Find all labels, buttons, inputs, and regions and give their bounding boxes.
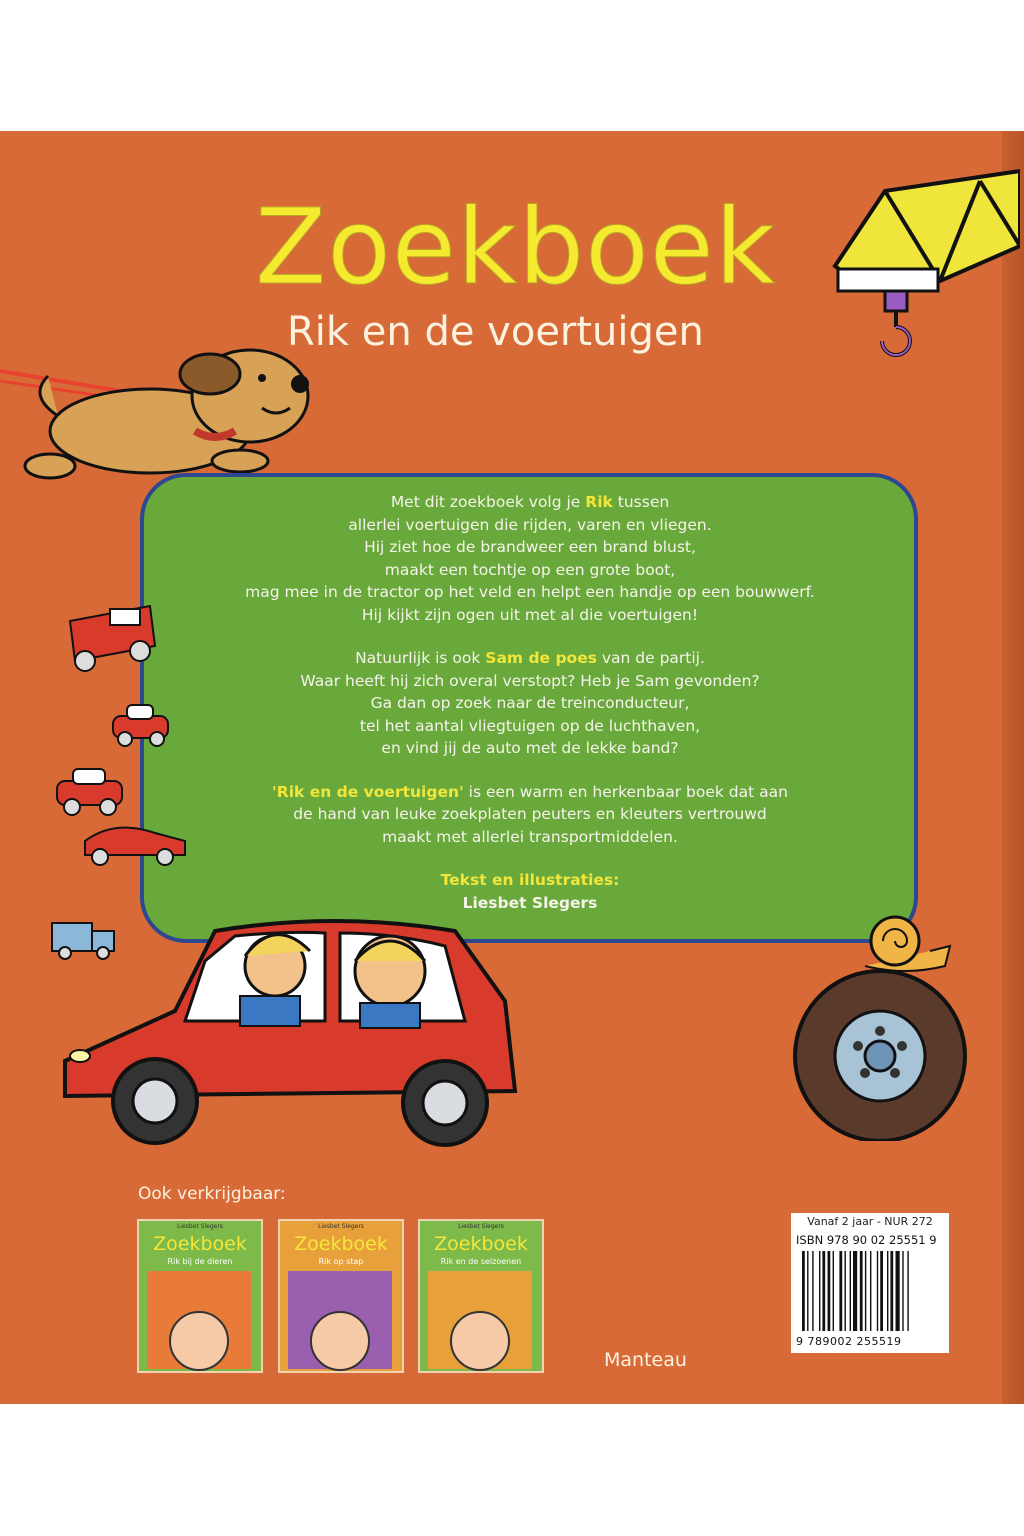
related-book-author: Liesbet Slegers	[318, 1223, 364, 1230]
related-book-subtitle: Rik bij de dieren	[167, 1257, 233, 1266]
blurb-line: maakt met allerlei transportmiddelen.	[382, 827, 678, 846]
blurb-line: mag mee in de tractor op het veld en helpt een handje op een bouwwerf.	[245, 583, 815, 601]
credit-label: Tekst en illustraties:	[440, 871, 620, 889]
book-back-cover	[0, 131, 1024, 1404]
baby-face-icon	[169, 1311, 229, 1371]
crane-hook-illustration	[820, 151, 1020, 371]
barcode-bar	[812, 1251, 813, 1331]
blurb-line: en vind jij de auto met de lekke band?	[381, 739, 679, 757]
blurb-line: allerlei voertuigen die rijden, varen en vliegen.	[348, 515, 712, 534]
related-book-3[interactable]	[418, 1219, 544, 1373]
blurb-line: Waar heeft hij zich overal verstopt? Heb je Sam gevonden?	[300, 671, 760, 690]
barcode-bar	[845, 1251, 846, 1331]
related-book-1[interactable]	[137, 1219, 263, 1373]
blurb-text	[150, 491, 910, 914]
barcode-bar	[802, 1251, 805, 1331]
highlight-book-title: 'Rik en de voertuigen'	[272, 782, 464, 801]
barcode-bar	[865, 1251, 866, 1331]
barcode-bar	[860, 1251, 863, 1331]
also-available-label: Ook verkrijgbaar:	[138, 1184, 286, 1204]
red-car-illustration	[35, 891, 535, 1161]
barcode-bar	[896, 1251, 900, 1331]
baby-face-icon	[450, 1311, 510, 1371]
related-book-title: Zoekboek	[294, 1233, 388, 1255]
blurb-text-span: Natuurlijk is ook	[355, 649, 486, 667]
barcode-bar	[828, 1251, 831, 1331]
blurb-line: maakt een tochtje op een grote boot,	[384, 560, 676, 579]
related-book-subtitle: Rik op stap	[318, 1257, 364, 1266]
barcode-bar	[870, 1251, 871, 1331]
blurb-text-span: is een warm en herkenbaar boek dat aan	[463, 782, 788, 801]
age-nur-label: Vanaf 2 jaar - NUR 272	[807, 1215, 933, 1228]
blurb-text-span: van de partij.	[596, 649, 705, 667]
isbn-label: ISBN 978 90 02 25551 9	[796, 1233, 937, 1247]
credit-name: Liesbet Slegers	[462, 893, 598, 912]
related-book-title: Zoekboek	[434, 1233, 528, 1255]
blurb-paragraph-3	[150, 781, 910, 849]
barcode-bar	[839, 1251, 842, 1331]
barcode-bar	[833, 1251, 834, 1331]
related-book-author: Liesbet Slegers	[458, 1223, 504, 1230]
barcode-graphic	[800, 1251, 946, 1333]
blurb-line: Hij ziet hoe de brandweer een brand blust,	[364, 538, 696, 556]
barcode-bar	[819, 1251, 820, 1331]
blurb-paragraph-1	[150, 491, 910, 626]
barcode-bar	[807, 1251, 808, 1331]
barcode-bar	[853, 1251, 857, 1331]
related-book-2[interactable]	[278, 1219, 404, 1373]
isbn-digits: 9 789002 255519	[796, 1335, 902, 1348]
related-book-author: Liesbet Slegers	[177, 1223, 223, 1230]
publisher-name: Manteau	[604, 1349, 687, 1371]
related-book-title: Zoekboek	[153, 1233, 247, 1255]
sports-car-icon	[85, 828, 185, 865]
barcode-bar	[822, 1251, 825, 1331]
barcode-bar	[907, 1251, 908, 1331]
baby-face-icon	[310, 1311, 370, 1371]
blurb-line: Ga dan op zoek naar de treinconducteur,	[370, 694, 690, 712]
barcode-bar	[850, 1251, 851, 1331]
red-car-icon	[57, 769, 122, 815]
tire-snail-illustration	[790, 891, 980, 1141]
blurb-line: de hand van leuke zoekplaten peuters en kleuters vertrouwd	[293, 805, 767, 823]
small-car-icon	[113, 705, 168, 746]
barcode-bar	[880, 1251, 883, 1331]
barcode-bar	[890, 1251, 893, 1331]
highlight-sam: Sam de poes	[485, 649, 597, 667]
blurb-paragraph-2	[150, 647, 910, 760]
blurb-line: tel het aantal vliegtuigen op de luchthaven,	[359, 716, 701, 735]
barcode-bar	[902, 1251, 903, 1331]
related-book-subtitle: Rik en de seizoenen	[440, 1257, 522, 1266]
barcode-bar	[887, 1251, 888, 1331]
blurb-text-span: Met dit zoekboek volg je	[390, 493, 586, 511]
blurb-line: Hij kijkt zijn ogen uit met al die voertuigen!	[361, 605, 699, 624]
highlight-rik: Rik	[585, 493, 613, 511]
blurb-text-span: tussen	[612, 493, 670, 511]
jeep-icon	[70, 606, 155, 671]
book-title: Zoekboek	[255, 186, 776, 308]
book-subtitle: Rik en de voertuigen	[287, 309, 704, 355]
barcode-bar	[877, 1251, 878, 1331]
